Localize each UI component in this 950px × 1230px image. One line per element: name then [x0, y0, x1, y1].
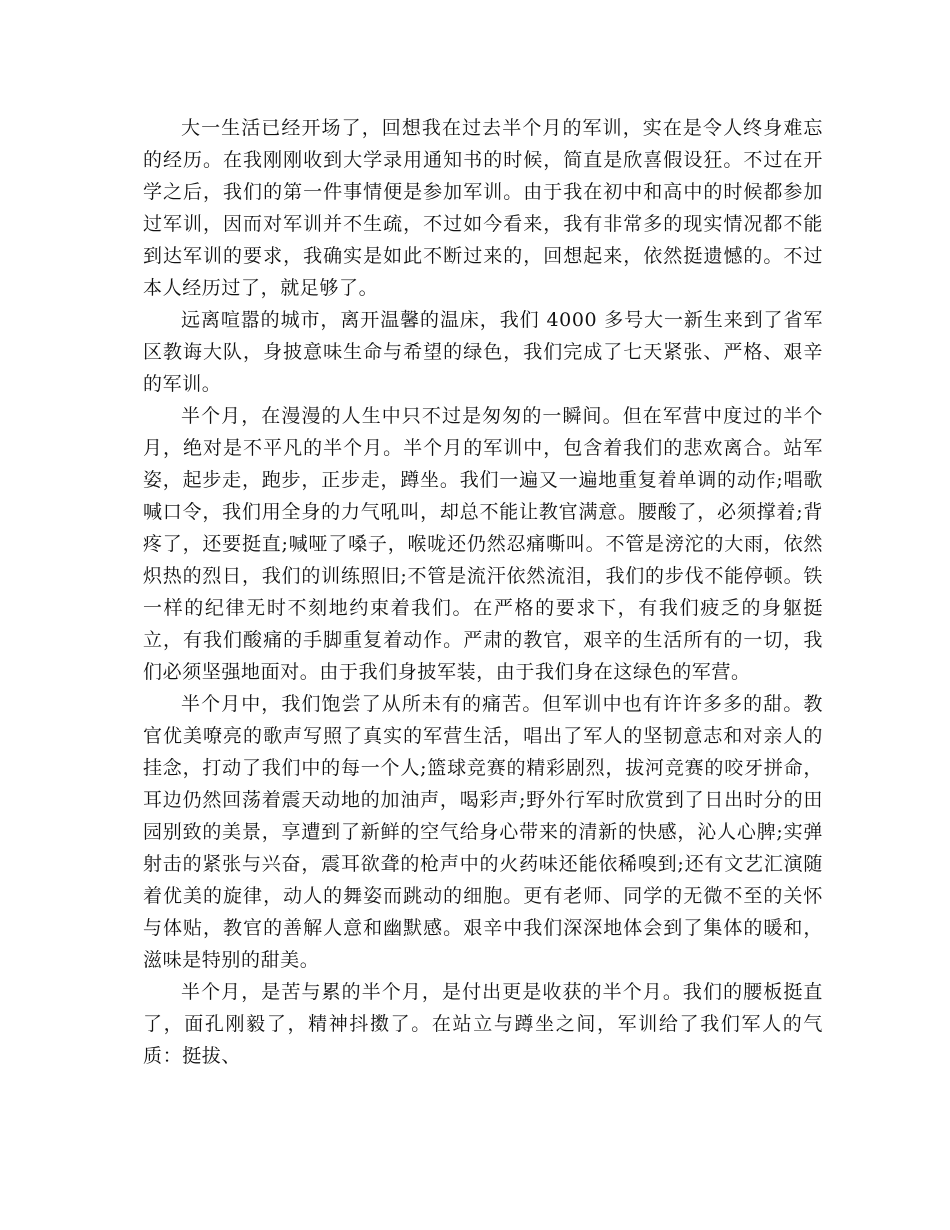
document-body	[143, 112, 823, 1072]
paragraph-2: 远离喧嚣的城市，离开温馨的温床，我们 4000 多号大一新生来到了省军区教诲大队，身披意味生命与希望的绿色，我们完成了七天紧张、严格、艰辛的军训。	[143, 309, 823, 395]
paragraph-3: 半个月，在漫漫的人生中只不过是匆匆的一瞬间。但在军营中度过的半个月，绝对是不平凡的半个月。半个月的军训中，包含着我们的悲欢离合。站军姿，起步走，跑步，正步走，蹲坐。我们一遍又一遍地重复着单调的动作;唱歌喊口令，我们用全身的力气吼叫，却总不能让教官满意。腰酸了，必须撑着;背疼了，还要挺直;喊哑了嗓子，喉咙还仍然忍痛嘶叫。不管是滂沱的大雨，依然炽热的烈日，我们的训练照旧;不管是流汗依然流泪，我们的步伐不能停顿。铁一样的纪律无时不刻地约束着我们。在严格的要求下，有我们疲乏的身躯挺立，有我们酸痛的手脚重复着动作。严肃的教官，艰辛的生活所有的一切，我们必须坚强地面对。由于我们身披军装，由于我们身在这绿色的军营。	[143, 405, 823, 683]
paragraph-4: 半个月中，我们饱尝了从所未有的痛苦。但军训中也有许许多多的甜。教官优美嘹亮的歌声写照了真实的军营生活，唱出了军人的坚韧意志和对亲人的挂念，打动了我们中的每一个人;篮球竞赛的精彩剧烈，拔河竞赛的咬牙拼命，耳边仍然回荡着震天动地的加油声，喝彩声;野外行军时欣赏到了日出时分的田园别致的美景，享遭到了新鲜的空气给身心带来的清新的快感，沁人心脾;实弹射击的紧张与兴奋，震耳欲聋的枪声中的火药味还能依稀嗅到;还有文艺汇演随着优美的旋律，动人的舞姿而跳动的细胞。更有老师、同学的无微不至的关怀与体贴，教官的善解人意和幽默感。艰辛中我们深深地体会到了集体的暖和，滋味是特别的甜美。	[143, 693, 823, 971]
paragraph-1: 大一生活已经开场了，回想我在过去半个月的军训，实在是令人终身难忘的经历。在我刚刚收到大学录用通知书的时候，简直是欣喜假设狂。不过在开学之后，我们的第一件事情便是参加军训。由于我在初中和高中的时候都参加过军训，因而对军训并不生疏，不过如今看来，我有非常多的现实情况都不能到达军训的要求，我确实是如此不断过来的，回想起来，依然挺遗憾的。不过本人经历过了，就足够了。	[143, 117, 823, 299]
paragraph-5: 半个月，是苦与累的半个月，是付出更是收获的半个月。我们的腰板挺直了，面孔刚毅了，精神抖擞了。在站立与蹲坐之间，军训给了我们军人的气质：挺拔、	[143, 981, 823, 1067]
